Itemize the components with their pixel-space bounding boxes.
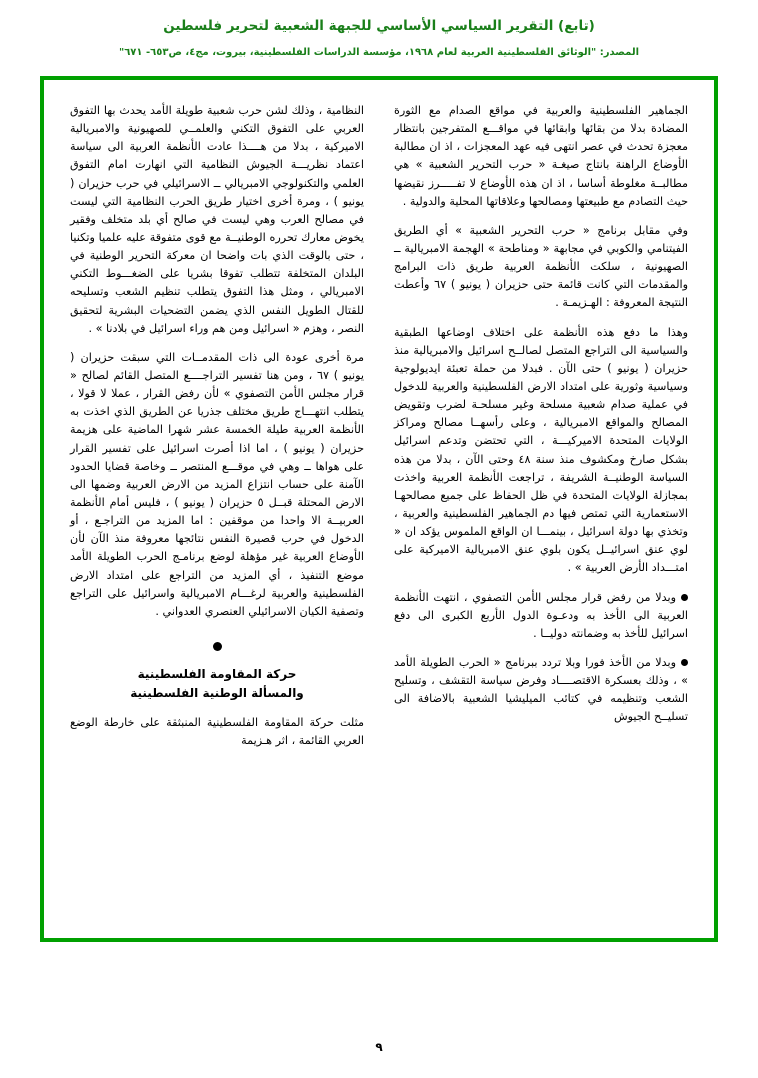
bullet-dot-icon: [681, 594, 688, 601]
paragraph: الجماهير الفلسطينية والعربية في مواقع الصدام مع الثورة المضادة بدلا من بقائها وابقائها في مواقـــع المتفرجين بانتظار معجزة تحدث في عصر انتهى فيه عهد المعجزات ، اذ ان مطالبة الأوضاع الراهنة بانتاج صيغـة « حرب التحرير الشعبية » هي مطالبــة مغلوطة أساسا ، اذ ان هذه الأوضاع لا تفـــــرز نقيضها حيث التصادم مع طبيعتها ومصالحها وعلاقاتها المحلية والدولية .: [394, 104, 688, 208]
paragraph: النظامية ، وذلك لشن حرب شعبية طويلة الأمد يحدث بها التفوق العربي على التفوق التكني والعلمــي للصهيونية والامبريالية الاميركية ، بدلا من هــــذا عادت الأنظمة العربية الى سياسة اعتماد نظريـــة الجيوش النظامية التي انهارت امام التفوق العلمي والتكنولوجي الامبريالي ــ الاسرائيلي في حرب حزيران ( يونيو ) ، ومرة أخرى اختيار طريق الحرب النظامية التي ليست في مصالح العرب وهي ليست في صالح أي بلد متخلف وفقير يخوض معارك تحرره الوطنيــة مع قوى متفوقة عليه علميا وتكنيا ، حتى بالوقت الذي بات واضحا ان معركة التحرير الوطنية في البلدان المتخلفة تتطلب تفوقا بشريا على الضغـــوط التكني الامبريالي ، ومثل هذا التفوق يتطلب تنظيم الشعب وتسليحه للقتال الطويل النفس الذي يضمن التضحيات البشرية لتحقيق النصر ، وهزم « اسرائيل ومن هم وراء اسرائيل في بلادنا » .: [70, 104, 364, 335]
paragraph-bulleted: [394, 654, 688, 727]
paragraph: مثلت حركة المقاومة الفلسطينية المنبثقة على خارطة الوضع العربي القائمة ، اثر هـزيمة: [70, 716, 364, 748]
right-column: [394, 102, 688, 920]
paragraph-text: وبدلا من رفض قرار مجلس الأمن التصفوي ، انتهت الأنظمة العربية الى الأخذ به ودعـوة الدول الأربع الكبرى الى دفع اسرائيل للأخذ به وضمانته دوليــا .: [394, 590, 688, 640]
paragraph-bulleted: [394, 589, 688, 643]
section-heading-line-2: والمسألة الوطنية الفلسطينية: [130, 686, 304, 701]
bullet-dot-icon: [681, 659, 688, 666]
text-frame-border: [40, 76, 718, 942]
text-columns-container: [44, 80, 714, 938]
document-title: (تابع) التقرير السياسي الأساسي للجبهة الشعبية لتحرير فلسطين: [163, 18, 595, 34]
paragraph: وهذا ما دفع هذه الأنظمة على اختلاف اوضاعها الطبقية والسياسية الى التراجع المتصل لصالــح اسرائيل والامبريالية منذ حزيران ( يونيو ) حتى الآن . فبدلا من حملة تعبئة ايديولوجية وسياسية وثورية على امتداد الارض الفلسطينية والعربية للدخول في عملية صدام شعبية مسلحة وغير مسلحـة لضرب وتقويض المصالح والمواقع الامبريالية ، وعلى رأسهــا مصالح ومراكز الولايات المتحدة الاميركيـــة ، التي تحتضن وتدعم اسرائيل بشكل صارخ ومكشوف منذ سنة ٤٨ وحتى الآن ، بدلا من هذه السياسة الوطنيــة الشريفة ، تراجعت الأنظمة العربية واخذت بمجازلة الولايات المتحدة في ظل الحفاظ على جميع مصالحهـا الاستعمارية التي تمتص فيها دم الجماهير الفلسطينية والعربية ، وتخذي بها دولة اسرائيل ، بينمـــا ان الواقع الملموس يؤكد ان « لوي عنق اسرائيــل يكون بلوي عنق الامبريالية الاميركية على امتـــداد الأرض العربية » .: [394, 325, 688, 575]
section-heading-line-1: حركة المقاومة الفلسطينية: [137, 666, 297, 681]
paragraph-text: وبدلا من الأخذ فورا وبلا تردد ببرنامج « الحرب الطويلة الأمد » ، وذلك بعسكرة الاقتصــــاد وفرض سياسة التقشف ، وتسليح الشعب وتنظيمه في كتائب الميليشيا الشعبية بالاضافة الى تسليــح الجيوش: [394, 655, 688, 724]
document-source-line: المصدر: "الوثائق الفلسطينية العربية لعام ١٩٦٨، مؤسسة الدراسات الفلسطينية، بيروت، مج٤، ص٦٥٣- ٦٧١": [118, 47, 640, 59]
page-number: ٩: [375, 1040, 383, 1054]
paragraph: مرة أخرى عودة الى ذات المقدمــات التي سبقت حزيران ( يونيو ) ٦٧ ، ومن هنا تفسير التراجــــع المتصل القائم لصالح « قرار مجلس الأمن التصفوي » لأن رفض القرار ، عملا لا قولا ، يتطلب انتهـــاج طريق مختلف جذريا عن الطريق الذي اخذت به الأنظمة العربية طيلة الخمسة عشر شهرا الماضية على هزيمة حزيران ( يونيو ) ، اما اذا أصرت اسرائيل على تفسير القرار على هواها ــ وهي في موقـــع المنتصر ــ وخاصة قضايا الحدود الآمنة على حساب انتزاع المزيد من الارض العربية وضمها الى الارض المحتلة قبــل ٥ حزيران ( يونيو ) ، فليس أمام الأنظمة العربيــة الا واحدا من موقفين : اما المزيد من التراجـع ، أو الدخول في حرب قصيرة النفس نتائجها معروفة منذ الآن لأن الأوضاع العربية غير مؤهلة لوضع برنامـج الحرب الطويلة الأمد موضع التنفيذ ، أي المزيد من التراجع على امتداد الارض الفلسطينية والعربية لرغـــام الامبريالية واسرائيل على التراجع وتصفية الكيان الاسرائيلي العنصري العدواني .: [70, 350, 365, 618]
left-column: [70, 102, 364, 920]
document-header: [0, 0, 758, 60]
section-divider-dot: [70, 642, 364, 651]
section-heading: [70, 665, 364, 703]
paragraph: وفي مقابل برنامج « حرب التحرير الشعبية » أي الطريق الفيتنامي والكوبي في مجابهة « ومناطحة » الهجمة الامبريالية ــ الصهيونية ، سلكت الأنظمة العربية طريق ذات البرامج والمقدمات التي كانت قائمة حتى حزيران ( يونيو ) ٦٧ وأعطت النتيجة المعروفة : الهـزيمـة .: [394, 223, 689, 310]
